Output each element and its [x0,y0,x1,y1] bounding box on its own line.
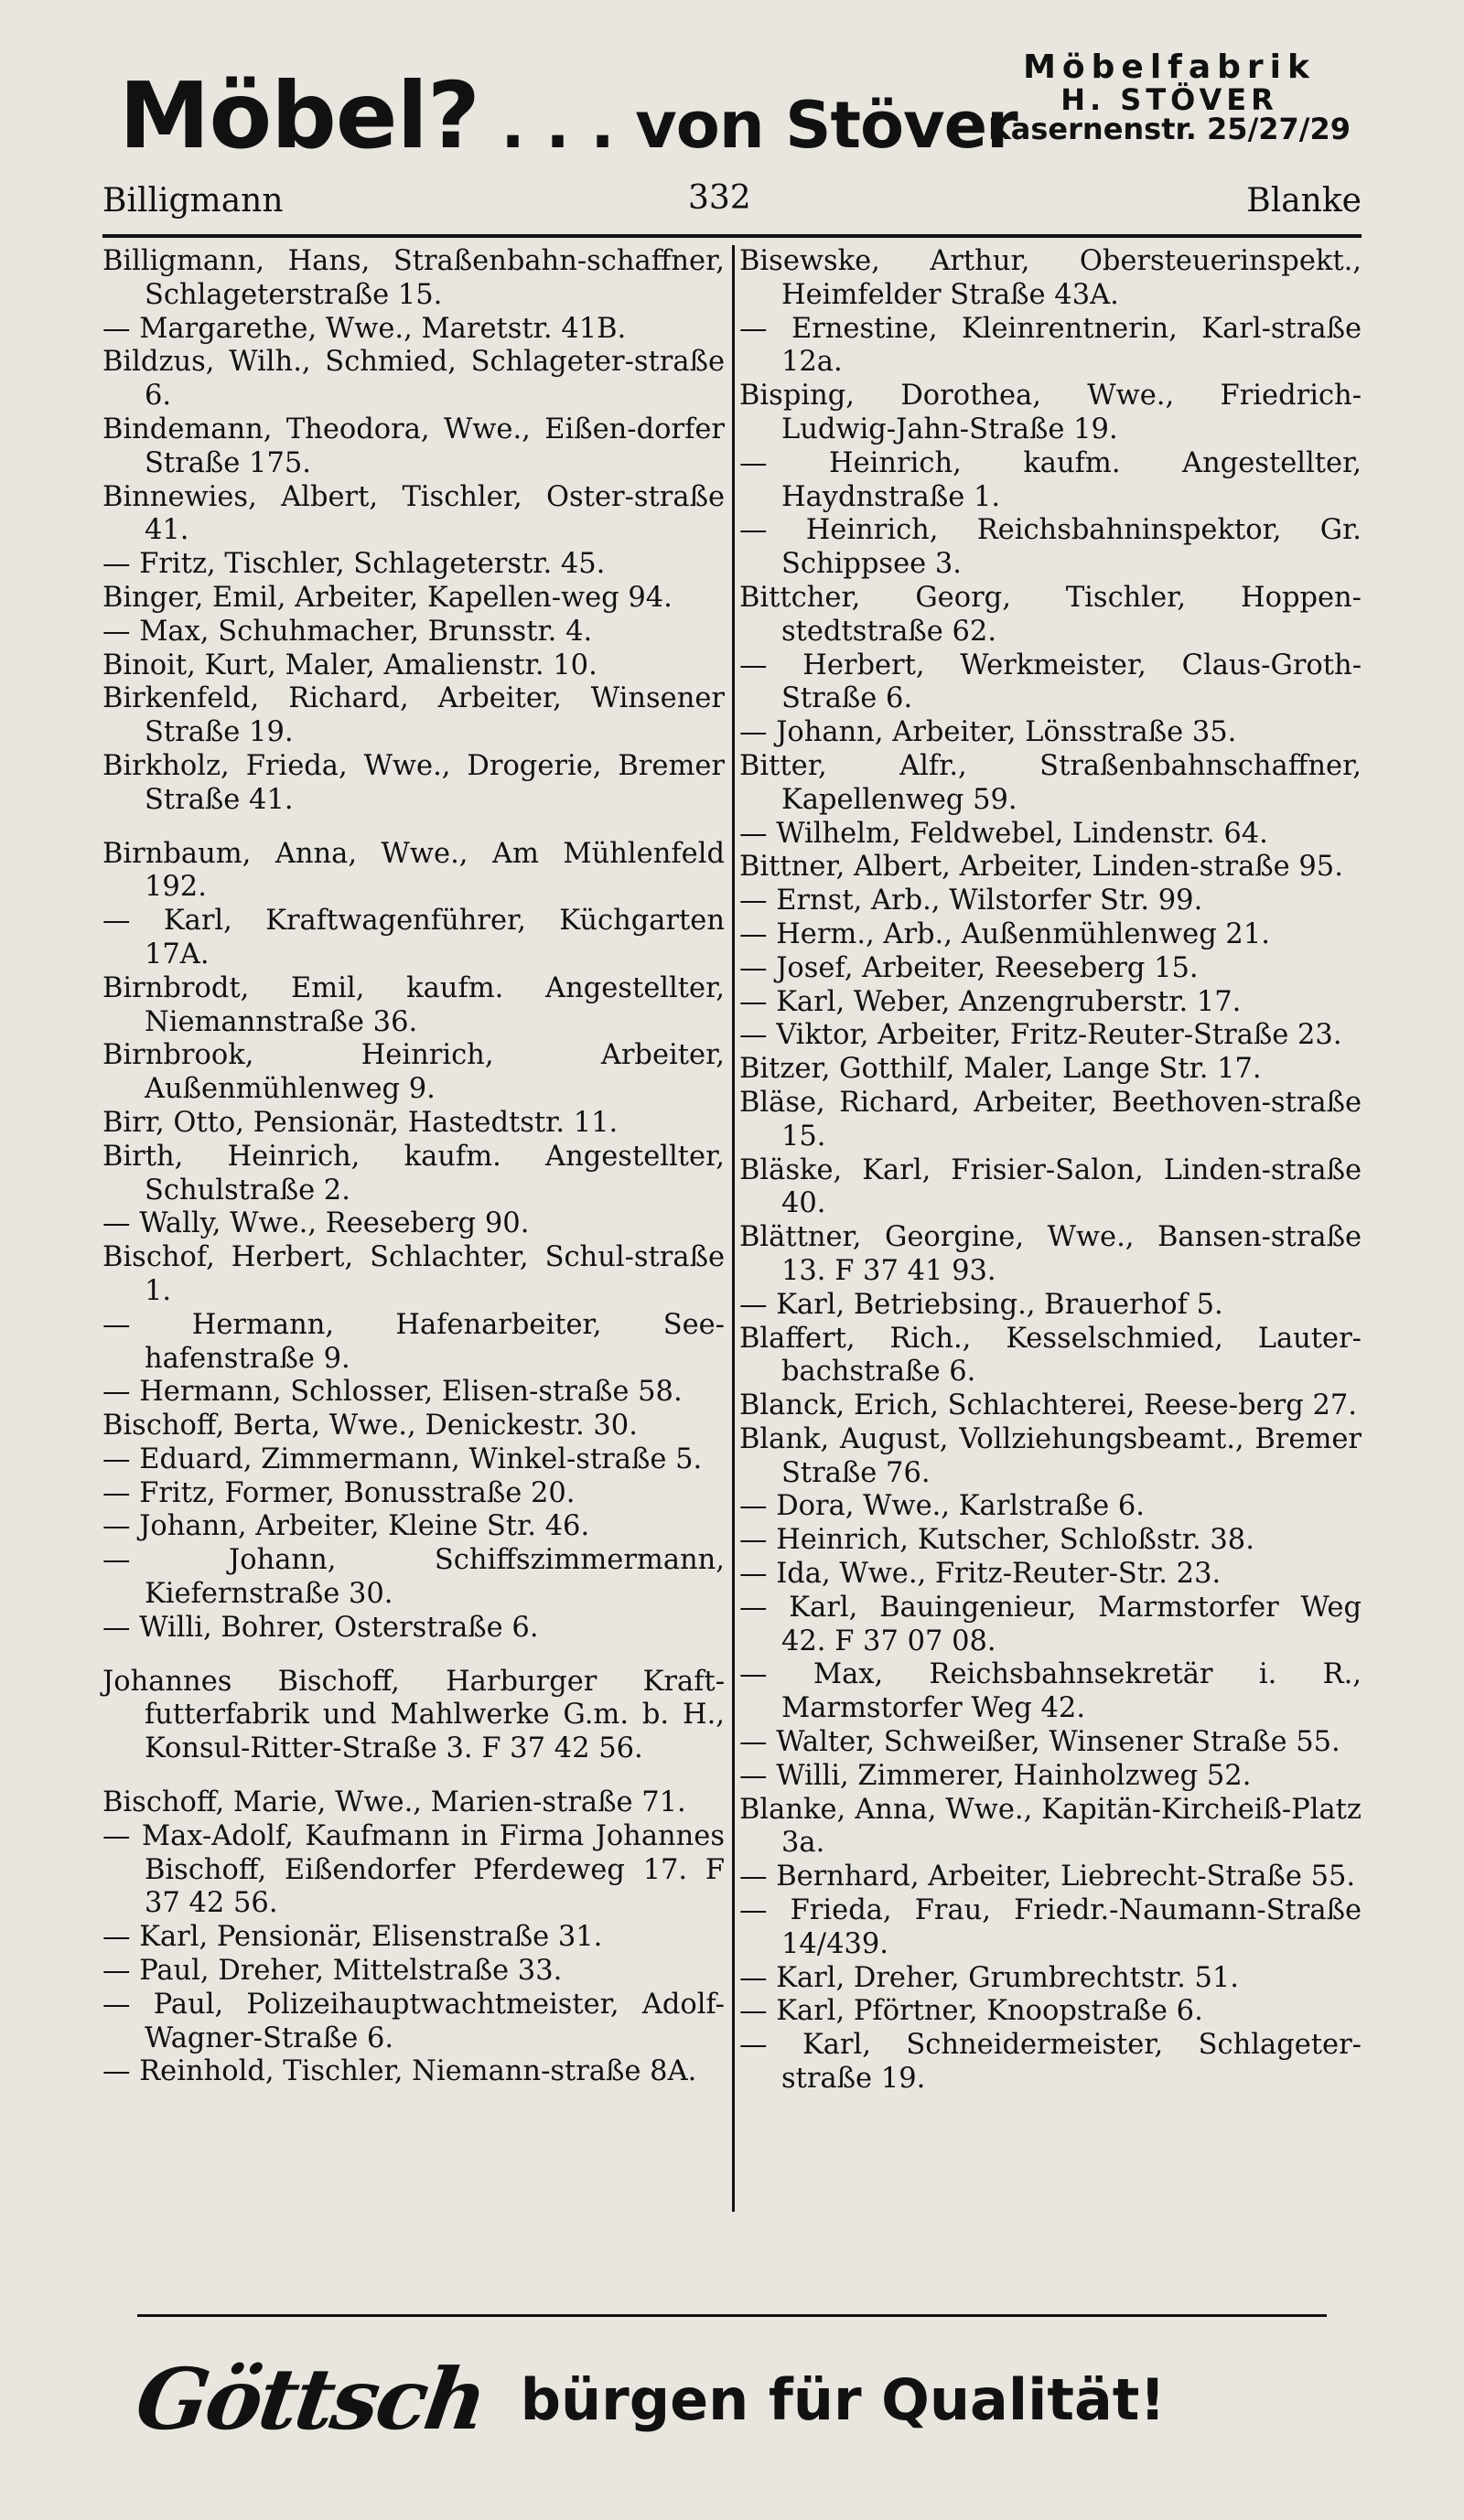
bottom-advertisement [130,2331,1327,2468]
directory-entry: Bischoff, Berta, Wwe., Denickestr. 30. [102,1410,638,1442]
directory-entry: — Reinhold, Tischler, Niemann-straße 8A. [102,2055,697,2088]
directory-entry: — Karl, Bauingenieur, Marmstorfer Weg 42. F 37 07 08. [739,1591,1362,1657]
directory-entry: Bittner, Albert, Arbeiter, Linden-straße 95. [739,851,1343,884]
running-head [102,172,1362,229]
directory-entry: Bitter, Alfr., Straßenbahnschaffner, Kapellenweg 59. [739,749,1362,816]
directory-entry: — Heinrich, Reichsbahninspektor, Gr. Schippsee 3. [739,514,1362,581]
directory-entry: Birth, Heinrich, kaufm. Angestellter, Schulstraße 2. [102,1140,725,1206]
right-column [739,245,1362,2322]
header-rule [102,234,1362,238]
directory-entry: — Karl, Pensionär, Elisenstraße 31. [102,1921,603,1954]
directory-entry: — Walter, Schweißer, Winsener Straße 55. [739,1726,1340,1759]
directory-entry: — Johann, Schiffszimmermann, Kiefernstraße 30. [102,1544,725,1611]
directory-entry: Bittcher, Georg, Tischler, Hoppen-stedtstraße 62. [739,581,1362,648]
directory-entry: Bisewske, Arthur, Obersteuerinspekt., Heimfelder Straße 43A. [739,245,1362,311]
directory-entry: — Max, Schuhmacher, Brunsstr. 4. [102,615,593,648]
directory-entry: Binnewies, Albert, Tischler, Oster-straße 41. [102,480,725,547]
directory-entry: — Josef, Arbeiter, Reeseberg 15. [739,951,1199,984]
running-head-right: Blanke [1246,181,1362,220]
directory-entry: Blanke, Anna, Wwe., Kapitän-Kircheiß-Platz 3a. [739,1793,1362,1860]
directory-entry: Binoit, Kurt, Maler, Amalienstr. 10. [102,649,597,681]
directory-entry: — Herm., Arb., Außenmühlenweg 21. [739,917,1270,950]
ad-headline-stoever: . . . von Stöver [479,88,1017,163]
ad-firm-address: Kasernenstr. 25/27/29 [987,112,1351,147]
directory-entry: — Heinrich, kaufm. Angestellter, Haydnstraße 1. [739,446,1362,513]
directory-entry: Binger, Emil, Arbeiter, Kapellen-weg 94. [102,581,673,614]
directory-entry: — Wally, Wwe., Reeseberg 90. [102,1207,530,1240]
entry-columns [102,245,1362,2322]
directory-entry: Bitzer, Gotthilf, Maler, Lange Str. 17. [739,1053,1262,1086]
directory-entry: — Dora, Wwe., Karlstraße 6. [739,1490,1145,1523]
directory-entry: Blank, August, Vollziehungsbeamt., Bremer Straße 76. [739,1422,1362,1489]
directory-entry: Blanck, Erich, Schlachterei, Reese-berg 27. [739,1389,1357,1422]
left-column [102,245,725,2322]
directory-entry: — Wilhelm, Feldwebel, Lindenstr. 64. [739,817,1268,850]
page-number: 332 [688,179,751,217]
directory-entry: Bindemann, Theodora, Wwe., Eißen-dorfer Straße 175. [102,413,725,479]
directory-entry: — Ernst, Arb., Wilstorfer Str. 99. [739,885,1203,917]
directory-entry: — Ida, Wwe., Fritz-Reuter-Str. 23. [739,1558,1222,1591]
directory-entry: — Karl, Betriebsing., Brauerhof 5. [739,1288,1223,1321]
directory-entry: — Bernhard, Arbeiter, Liebrecht-Straße 55. [739,1861,1356,1893]
directory-entry: — Hermann, Schlosser, Elisen-straße 58. [102,1376,683,1409]
directory-entry: Birnbaum, Anna, Wwe., Am Mühlenfeld 192. [102,837,725,904]
directory-entry: Birr, Otto, Pensionär, Hastedtstr. 11. [102,1106,619,1139]
directory-entry: — Max, Reichsbahnsekretär i. R., Marmstorfer Weg 42. [739,1658,1362,1725]
directory-entry: — Karl, Kraftwagenführer, Küchgarten 17A. [102,905,725,970]
footer-rule [137,2314,1327,2317]
directory-entry: Blaffert, Rich., Kesselschmied, Lauter-bachstraße 6. [739,1322,1362,1389]
directory-entry: Birkenfeld, Richard, Arbeiter, Winsener Straße 19. [102,682,725,749]
directory-entry: — Ernestine, Kleinrentnerin, Karl-straße 12a. [739,312,1362,379]
directory-entry: — Viktor, Arbeiter, Fritz-Reuter-Straße 23. [739,1019,1342,1052]
directory-entry: Bildzus, Wilh., Schmied, Schlageter-straße 6. [102,346,725,413]
directory-entry: Billigmann, Hans, Straßenbahn-schaffner, Schlageterstraße 15. [102,245,725,311]
directory-entry: — Karl, Dreher, Grumbrechtstr. 51. [739,1961,1239,1994]
directory-entry: — Willi, Zimmerer, Hainholzweg 52. [739,1759,1252,1792]
directory-entry: — Frieda, Frau, Friedr.-Naumann-Straße 14/439. [739,1894,1362,1960]
ad-firm-type: Möbelfabrik [1023,48,1316,86]
directory-entry: — Eduard, Zimmermann, Winkel-straße 5. [102,1442,703,1475]
column-divider [732,245,735,2212]
directory-entry: Blättner, Georgine, Wwe., Bansen-straße 13. F 37 41 93. [739,1221,1362,1287]
directory-entry: — Johann, Arbeiter, Lönsstraße 35. [739,716,1237,749]
directory-entry: — Willi, Bohrer, Osterstraße 6. [102,1611,539,1644]
directory-entry: — Fritz, Tischler, Schlageterstr. 45. [102,548,606,581]
directory-entry: Birkholz, Frieda, Wwe., Drogerie, Bremer Straße 41. [102,749,725,816]
ad-headline-moebel: Möbel? [119,62,479,169]
ad-logo-goettsch: Göttsch [130,2350,491,2449]
directory-entry: — Max-Adolf, Kaufmann in Firma Johannes Bischoff, Eißendorfer Pferdeweg 17. F 37 42 56. [102,1819,725,1920]
directory-entry: Birnbrook, Heinrich, Arbeiter, Außenmühlenweg 9. [102,1039,725,1106]
directory-entry: — Karl, Pförtner, Knoopstraße 6. [739,1995,1203,2028]
directory-entry: — Hermann, Hafenarbeiter, See-hafenstraße 9. [102,1308,725,1375]
directory-entry: Bischof, Herbert, Schlachter, Schul-straße 1. [102,1241,725,1307]
ad-headline [119,62,1017,169]
directory-entry: — Margarethe, Wwe., Maretstr. 41B. [102,312,627,345]
directory-entry: Bläske, Karl, Frisier-Salon, Linden-straße 40. [739,1153,1362,1220]
directory-entry: Johannes Bischoff, Harburger Kraft-futterfabrik und Mahlwerke G.m. b. H., Konsul-Ritter-Straße 3. F 37 42 56. [102,1665,725,1765]
directory-entry: — Herbert, Werkmeister, Claus-Groth-Straße 6. [739,649,1362,715]
directory-entry: — Johann, Arbeiter, Kleine Str. 46. [102,1510,590,1543]
ad-firm-name: H. STÖVER [1060,81,1278,117]
running-head-left: Billigmann [102,181,284,220]
directory-entry: — Paul, Polizeihauptwachtmeister, Adolf-Wagner-Straße 6. [102,1988,725,2054]
top-advertisement [102,44,1362,172]
directory-entry: — Paul, Dreher, Mittelstraße 33. [102,1955,563,1988]
directory-entry: Birnbrodt, Emil, kaufm. Angestellter, Niemannstraße 36. [102,971,725,1038]
directory-entry: Bisping, Dorothea, Wwe., Friedrich-Ludwig-Jahn-Straße 19. [739,380,1362,445]
directory-entry: — Fritz, Former, Bonusstraße 20. [102,1476,576,1509]
directory-entry: — Karl, Schneidermeister, Schlageter-straße 19. [739,2029,1362,2096]
ad-slogan: bürgen für Qualität! [520,2365,1166,2433]
directory-entry: — Karl, Weber, Anzengruberstr. 17. [739,985,1242,1018]
directory-entry: — Heinrich, Kutscher, Schloßstr. 38. [739,1524,1254,1557]
directory-entry: Bläse, Richard, Arbeiter, Beethoven-straße 15. [739,1086,1362,1153]
ad-firm-block [986,48,1352,147]
directory-entry: Bischoff, Marie, Wwe., Marien-straße 71. [102,1786,686,1819]
